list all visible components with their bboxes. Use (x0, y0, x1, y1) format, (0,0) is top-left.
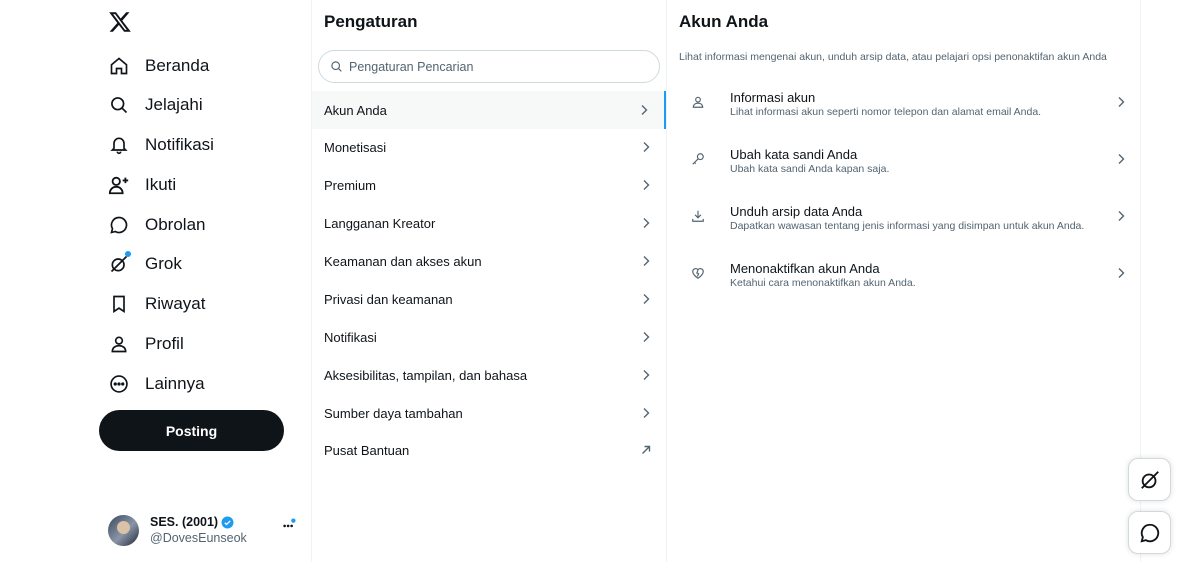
left-navigation (0, 0, 312, 562)
settings-item-creator-subscriptions[interactable] (312, 204, 666, 242)
nav-item-follow[interactable] (108, 169, 176, 201)
messages-floating-button[interactable] (1128, 511, 1171, 554)
chevron-right-icon (638, 104, 650, 116)
nav-label: Grok (145, 254, 182, 273)
search-input[interactable] (349, 60, 639, 74)
settings-column (312, 0, 667, 562)
verified-badge-icon (221, 516, 234, 529)
nav-item-more[interactable] (108, 368, 205, 400)
chevron-right-icon (640, 179, 652, 191)
bell-icon (108, 134, 130, 156)
option-subtitle: Lihat informasi akun seperti nomor telepon dan alamat email Anda. (730, 106, 1042, 118)
settings-item-accessibility[interactable] (312, 356, 666, 394)
settings-item-label: Akun Anda (324, 102, 387, 118)
settings-item-label: Premium (324, 177, 377, 193)
download-icon (691, 209, 705, 223)
settings-item-your-account[interactable] (312, 91, 666, 129)
grok-icon (108, 253, 130, 275)
account-switcher[interactable] (108, 510, 298, 550)
grok-icon (1139, 469, 1161, 491)
chat-icon (108, 214, 130, 236)
option-account-information[interactable] (667, 88, 1141, 140)
settings-item-premium[interactable] (312, 166, 666, 204)
option-deactivate-account[interactable] (667, 259, 1141, 311)
chevron-right-icon (640, 217, 652, 229)
settings-item-additional-resources[interactable] (312, 394, 666, 432)
settings-title: Pengaturan (324, 12, 418, 31)
search-icon (330, 60, 343, 73)
external-link-icon (640, 444, 652, 456)
nav-label: Lainnya (145, 374, 205, 393)
x-logo-icon[interactable] (108, 10, 132, 34)
chevron-right-icon (640, 407, 652, 419)
account-handle: @DovesEunseok (150, 531, 247, 545)
settings-item-help-center[interactable] (312, 431, 666, 469)
settings-item-label: Keamanan dan akses akun (324, 253, 482, 269)
settings-item-security[interactable] (312, 242, 666, 280)
settings-item-notifications[interactable] (312, 318, 666, 356)
option-subtitle: Dapatkan wawasan tentang jenis informasi yang disimpan untuk akun Anda. (730, 220, 1085, 232)
nav-item-home[interactable] (108, 50, 209, 82)
chevron-right-icon (1115, 153, 1127, 165)
nav-item-grok[interactable] (108, 248, 182, 280)
chevron-right-icon (640, 331, 652, 343)
person-add-icon (108, 174, 130, 196)
option-subtitle: Ketahui cara menonaktifkan akun Anda. (730, 277, 916, 289)
settings-item-label: Notifikasi (324, 329, 377, 345)
bookmark-icon (108, 293, 130, 315)
more-circle-icon (108, 373, 130, 395)
settings-search[interactable] (318, 50, 660, 83)
more-horizontal-icon[interactable] (282, 518, 296, 532)
nav-label: Jelajahi (145, 95, 203, 114)
option-subtitle: Ubah kata sandi Anda kapan saja. (730, 163, 890, 175)
settings-item-label: Sumber daya tambahan (324, 405, 463, 421)
key-icon (691, 152, 705, 166)
nav-item-profile[interactable] (108, 328, 184, 360)
option-download-archive[interactable] (667, 202, 1141, 254)
home-icon (108, 55, 130, 77)
avatar (108, 515, 139, 546)
chevron-right-icon (1115, 96, 1127, 108)
post-button[interactable]: Posting (99, 410, 284, 451)
your-account-description: Lihat informasi mengenai akun, unduh arsip data, atau pelajari opsi penonaktifan akun Anda (679, 51, 1107, 63)
option-title: Informasi akun (730, 90, 816, 105)
nav-label: Profil (145, 334, 184, 353)
chat-icon (1139, 522, 1161, 544)
settings-item-label: Privasi dan keamanan (324, 291, 453, 307)
settings-item-label: Monetisasi (324, 139, 387, 155)
chevron-right-icon (640, 141, 652, 153)
person-icon (691, 95, 705, 109)
nav-item-chat[interactable] (108, 209, 205, 241)
your-account-column (667, 0, 1141, 562)
option-title: Unduh arsip data Anda (730, 204, 863, 219)
your-account-title: Akun Anda (679, 12, 769, 31)
person-icon (108, 333, 130, 355)
nav-item-notifications[interactable] (108, 129, 214, 161)
nav-label: Riwayat (145, 294, 206, 313)
chevron-right-icon (640, 255, 652, 267)
broken-heart-icon (691, 266, 705, 280)
option-title: Ubah kata sandi Anda (730, 147, 858, 162)
chevron-right-icon (1115, 267, 1127, 279)
nav-label: Ikuti (145, 175, 177, 194)
option-change-password[interactable] (667, 145, 1141, 197)
settings-item-label: Aksesibilitas, tampilan, dan bahasa (324, 367, 528, 383)
nav-label: Notifikasi (145, 135, 214, 154)
account-name: SES. (2001) (150, 515, 219, 529)
settings-item-label: Pusat Bantuan (324, 442, 410, 458)
chevron-right-icon (1115, 210, 1127, 222)
settings-item-label: Langganan Kreator (324, 215, 436, 231)
grok-floating-button[interactable] (1128, 458, 1171, 501)
option-title: Menonaktifkan akun Anda (730, 261, 880, 276)
notification-dot (125, 251, 131, 257)
nav-item-explore[interactable] (108, 89, 203, 121)
chevron-right-icon (640, 369, 652, 381)
nav-label: Beranda (145, 56, 210, 75)
nav-label: Obrolan (145, 215, 206, 234)
settings-item-privacy[interactable] (312, 280, 666, 318)
search-icon (108, 94, 130, 116)
settings-item-monetization[interactable] (312, 128, 666, 166)
chevron-right-icon (640, 293, 652, 305)
nav-item-bookmarks[interactable] (108, 288, 205, 320)
